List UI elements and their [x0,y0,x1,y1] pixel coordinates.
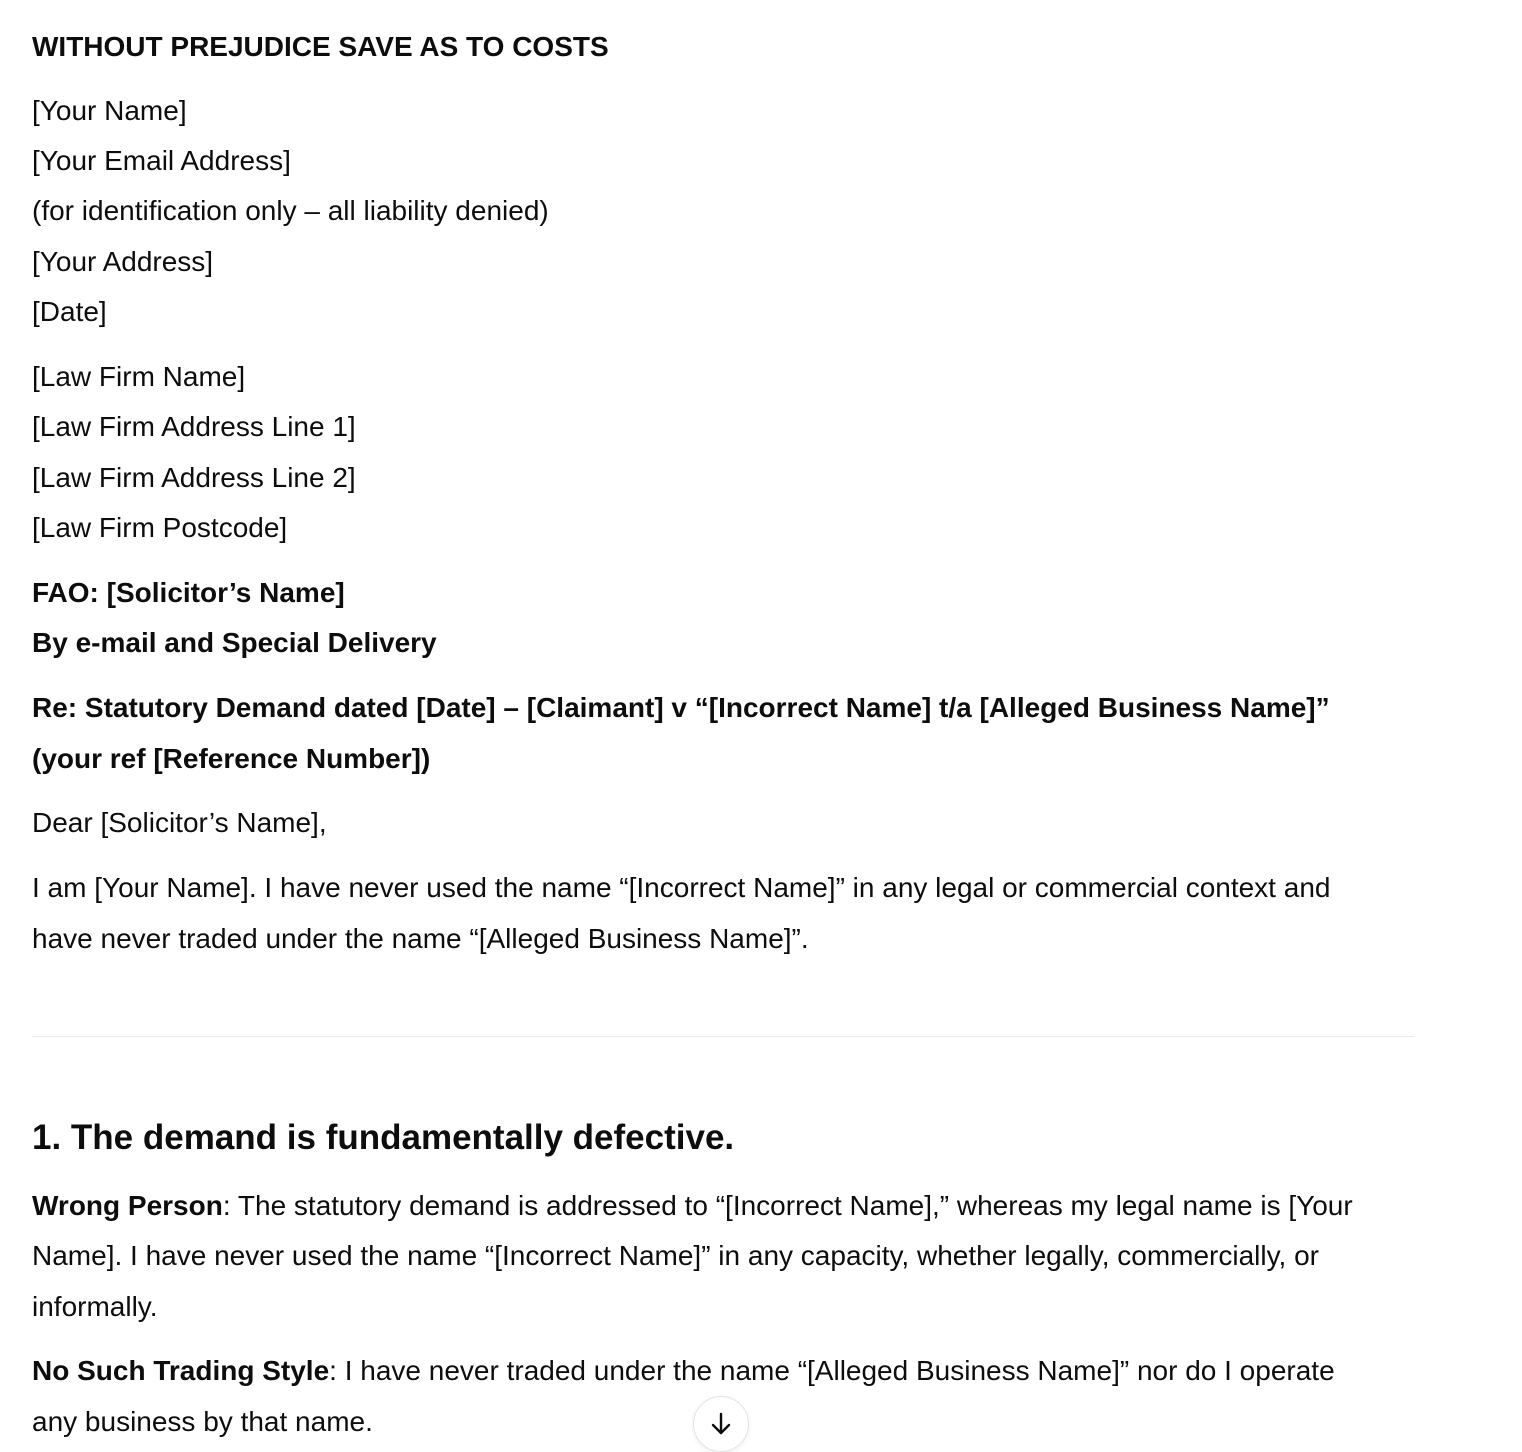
recipient-postcode: [Law Firm Postcode] [32,512,288,543]
recipient-address-line-1: [Law Firm Address Line 1] [32,411,356,442]
sender-email: [Your Email Address] [32,145,291,176]
wrong-person-line-1 [32,1189,1353,1223]
re-line-2: (your ref [Reference Number]) [32,743,431,774]
recipient-firm-name: [Law Firm Name] [32,361,246,392]
delivery-method: By e-mail and Special Delivery [32,627,437,658]
re-line-1: Re: Statutory Demand dated [Date] – [Claimant] v “[Incorrect Name] t/a [Alleged Business Name]” [32,692,1330,723]
intro-line-2: have never traded under the name “[Alleged Business Name]”. [32,923,809,954]
salutation: Dear [Solicitor’s Name], [32,807,327,838]
no-trading-style-label: No Such Trading Style [32,1355,330,1386]
wrong-person-line-2: Name]. I have never used the name “[Incorrect Name]” in any capacity, whether legally, commercially, or [32,1240,1319,1271]
intro-line-1: I am [Your Name]. I have never used the name “[Incorrect Name]” in any legal or commercial context and [32,872,1331,903]
no-trading-style-line-1 [32,1354,1335,1388]
without-prejudice-header: WITHOUT PREJUDICE SAVE AS TO COSTS [32,31,609,62]
wrong-person-text-1: : The statutory demand is addressed to “[Incorrect Name],” whereas my legal name is [Your [222,1190,1353,1221]
wrong-person-label: Wrong Person [32,1190,223,1221]
letter-date: [Date] [32,296,107,327]
section-divider [32,1036,1414,1037]
recipient-address-line-2: [Law Firm Address Line 2] [32,462,356,493]
sender-address: [Your Address] [32,246,214,277]
section-1-heading: 1. The demand is fundamentally defective. [32,1118,735,1157]
no-trading-style-line-2: any business by that name. [32,1406,373,1437]
sender-identification-note: (for identification only – all liability denied) [32,195,549,226]
wrong-person-line-3: informally. [32,1291,158,1322]
arrow-down-icon [707,1410,735,1438]
fao-line: FAO: [Solicitor’s Name] [32,577,345,608]
sender-name: [Your Name] [32,95,187,126]
scroll-to-bottom-button[interactable] [693,1396,749,1452]
no-trading-style-text-1: : I have never traded under the name “[Alleged Business Name]” nor do I operate [329,1355,1335,1386]
